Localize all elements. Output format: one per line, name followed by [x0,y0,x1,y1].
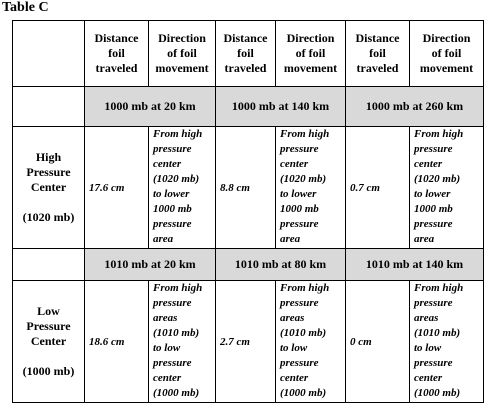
low-direction-3: From high pressure areas (1010 mb) to low pressure center (1000 mb) [410,281,484,403]
header-distance-3: Distance foil traveled [346,21,410,87]
high-pressure-band-row [13,87,484,127]
header-row [13,21,484,87]
low-direction-1: From high pressure areas (1010 mb) to low pressure center (1000 mb) [149,281,216,403]
low-pressure-band-row [13,249,484,281]
low-pressure-label: Low Pressure Center (1000 mb) [13,281,85,403]
high-band-2: 1000 mb at 140 km [216,87,346,127]
band-blank-cell [13,249,85,281]
high-distance-3: 0.7 cm [346,127,410,249]
high-direction-3: From high pressure center (1020 mb) to lower 1000 mb pressure area [410,127,484,249]
low-direction-2: From high pressure areas (1010 mb) to low pressure center (1000 mb) [276,281,346,403]
low-distance-1: 18.6 cm [85,281,149,403]
high-distance-1: 17.6 cm [85,127,149,249]
high-pressure-row [13,127,484,249]
low-distance-2: 2.7 cm [216,281,276,403]
header-direction-1: Direction of foil movement [149,21,216,87]
header-distance-2: Distance foil traveled [216,21,276,87]
table-title: Table C [2,0,49,15]
header-distance-1: Distance foil traveled [85,21,149,87]
header-direction-3: Direction of foil movement [410,21,484,87]
band-blank-cell [13,87,85,127]
high-band-3: 1000 mb at 260 km [346,87,484,127]
low-band-2: 1010 mb at 80 km [216,249,346,281]
high-direction-2: From high pressure center (1020 mb) to lower 1000 mb pressure area [276,127,346,249]
low-distance-3: 0 cm [346,281,410,403]
high-distance-2: 8.8 cm [216,127,276,249]
low-band-1: 1010 mb at 20 km [85,249,216,281]
low-pressure-row [13,281,484,403]
data-table [12,20,484,403]
high-direction-1: From high pressure center (1020 mb) to lower 1000 mb pressure area [149,127,216,249]
high-pressure-label: High Pressure Center (1020 mb) [13,127,85,249]
high-band-1: 1000 mb at 20 km [85,87,216,127]
header-direction-2: Direction of foil movement [276,21,346,87]
low-band-3: 1010 mb at 140 km [346,249,484,281]
header-corner-cell [13,21,85,87]
